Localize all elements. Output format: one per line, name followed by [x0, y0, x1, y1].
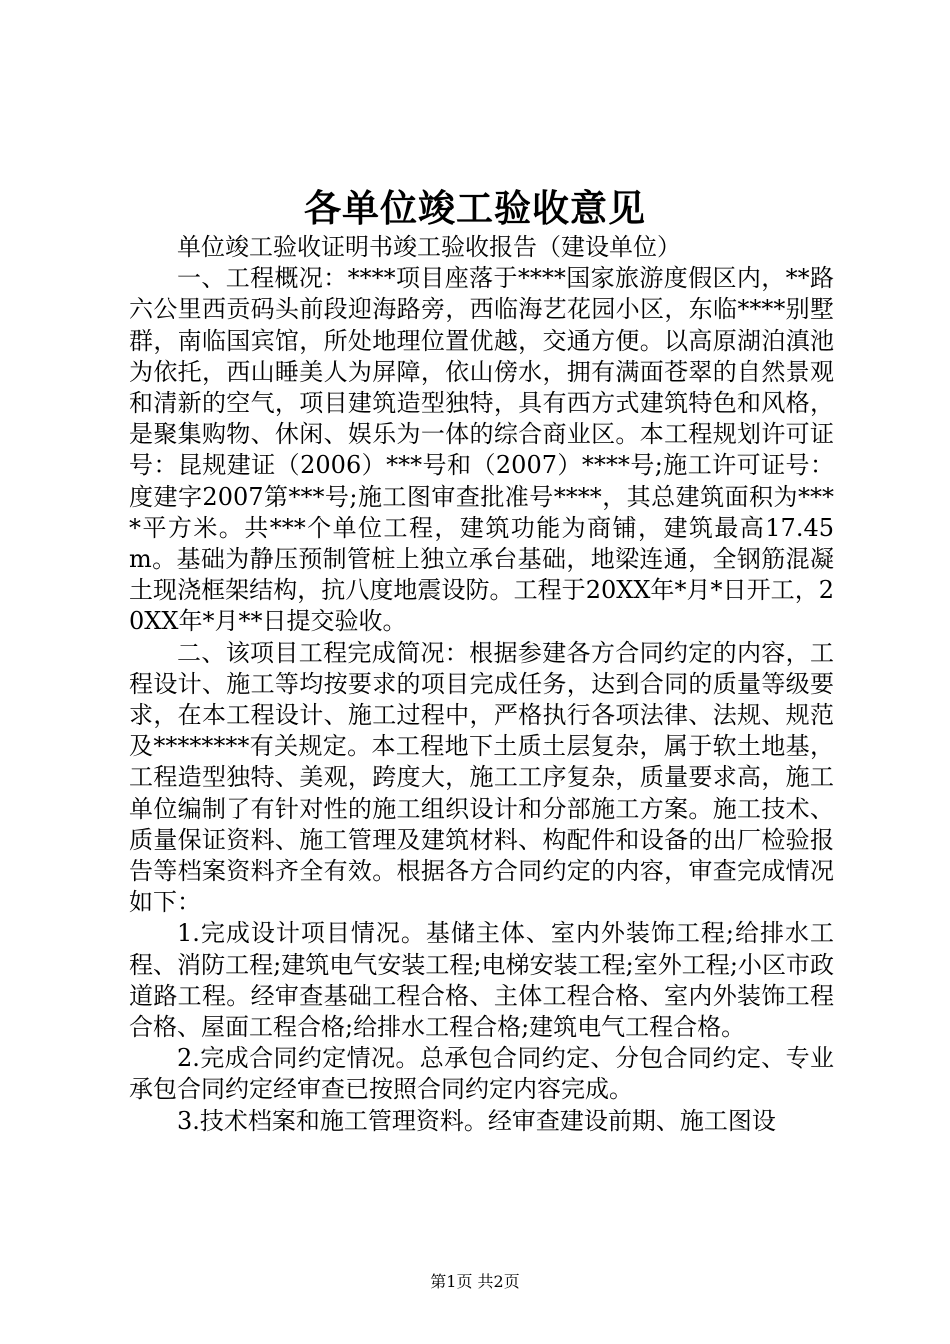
document-body — [129, 232, 834, 1137]
page-number-footer: 第1页 共2页 — [430, 1272, 520, 1291]
document-title: 各单位竣工验收意见 — [304, 187, 646, 230]
paragraph-subtitle: 单位竣工验收证明书竣工验收报告（建设单位） — [177, 233, 681, 261]
paragraph-design-items: 1.完成设计项目情况。基储主体、室内外装饰工程;给排水工程、消防工程;建筑电气安装工程;电梯安装工程;室外工程;小区市政道路工程。经审查基础工程合格、主体工程合格、室内外装饰工程合格、屋面工程合格;给排水工程合格;建筑电气工程合格。 — [129, 919, 834, 1042]
paragraph-technical-archives: 3.技术档案和施工管理资料。经审查建设前期、施工图设 — [177, 1106, 776, 1135]
paragraph-project-overview: 一、工程概况：****项目座落于****国家旅游度假区内，**路六公里西贡码头前段迎海路旁，西临海艺花园小区，东临****别墅群，南临国宾馆，所处地理位置优越，交通方便。以高原湖泊滇池为依托，西山睡美人为屏障，依山傍水，拥有满面苍翠的自然景观和清新的空气，项目建筑造型独特，具有西方式建筑特色和风格，是聚集购物、休闲、娱乐为一体的综合商业区。本工程规划许可证号：昆规建证（2006）***号和（2007）****号;施工许可证号：度建字2007第***号;施工图审查批准号****，其总建筑面积为****平方米。共***个单位工程，建筑功能为商铺，建筑最高17.45m。基础为静压预制管桩上独立承台基础，地梁连通，全钢筋混凝土现浇框架结构，抗八度地震设防。工程于20XX年*月*日开工，20XX年*月**日提交验收。 — [129, 264, 834, 636]
paragraph-completion-summary: 二、该项目工程完成简况：根据参建各方合同约定的内容，工程设计、施工等均按要求的项目完成任务，达到合同的质量等级要求，在本工程设计、施工过程中，严格执行各项法律、法规、规范及********有关规定。本工程地下土质土层复杂，属于软土地基，工程造型独特、美观，跨度大，施工工序复杂，质量要求高，施工单位编制了有针对性的施工组织设计和分部施工方案。施工技术、质量保证资料、施工管理及建筑材料、构配件和设备的出厂检验报告等档案资料齐全有效。根据各方合同约定的内容，审查完成情况如下： — [129, 638, 834, 917]
paragraph-contract-status: 2.完成合同约定情况。总承包合同约定、分包合同约定、专业承包合同约定经审查已按照合同约定内容完成。 — [129, 1044, 834, 1104]
